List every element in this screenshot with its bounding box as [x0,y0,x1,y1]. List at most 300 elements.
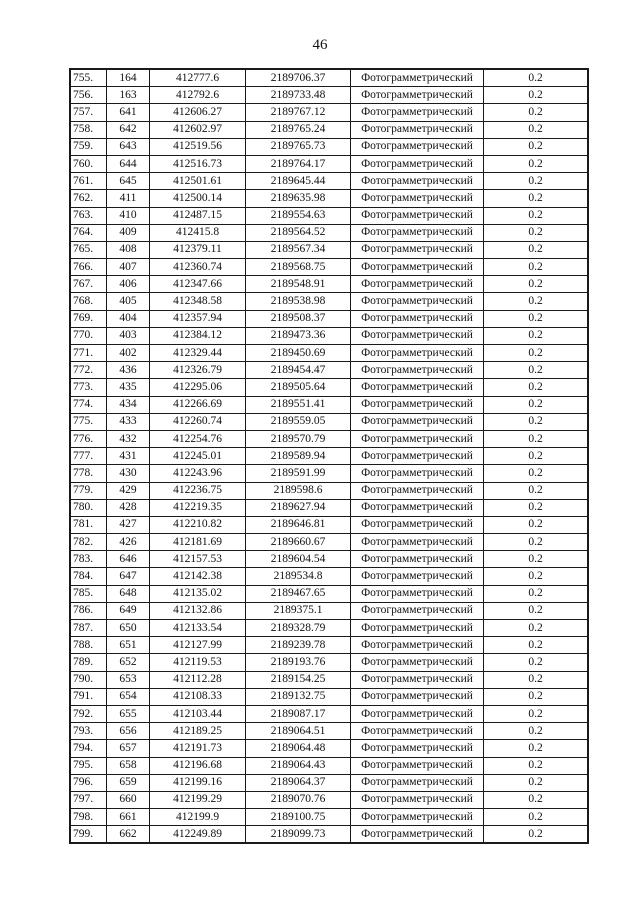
accuracy-cell: 0.2 [484,482,589,499]
method-cell: Фотограмметрический [351,310,484,327]
method-cell: Фотограмметрический [351,826,484,844]
method-cell: Фотограмметрический [351,585,484,602]
method-cell: Фотограмметрический [351,620,484,637]
accuracy-cell: 0.2 [484,155,589,172]
y-coordinate-cell: 2189591.99 [246,465,351,482]
accuracy-cell: 0.2 [484,413,589,430]
table-row [70,276,588,293]
table-row [70,69,588,87]
table-row [70,757,588,774]
point-id-cell: 426 [107,534,150,551]
row-number-cell: 776. [70,430,107,447]
row-number-cell: 756. [70,87,107,104]
accuracy-cell: 0.2 [484,173,589,190]
x-coordinate-cell: 412379.11 [150,241,246,258]
point-id-cell: 403 [107,327,150,344]
row-number-cell: 793. [70,723,107,740]
y-coordinate-cell: 2189064.37 [246,774,351,791]
point-id-cell: 405 [107,293,150,310]
method-cell: Фотограмметрический [351,637,484,654]
accuracy-cell: 0.2 [484,379,589,396]
accuracy-cell: 0.2 [484,430,589,447]
point-id-cell: 659 [107,774,150,791]
point-id-cell: 643 [107,138,150,155]
point-id-cell: 646 [107,551,150,568]
method-cell: Фотограмметрический [351,379,484,396]
accuracy-cell: 0.2 [484,705,589,722]
point-id-cell: 648 [107,585,150,602]
point-id-cell: 652 [107,654,150,671]
point-id-cell: 653 [107,671,150,688]
table-row [70,430,588,447]
table-row [70,224,588,241]
x-coordinate-cell: 412135.02 [150,585,246,602]
point-id-cell: 641 [107,104,150,121]
accuracy-cell: 0.2 [484,757,589,774]
method-cell: Фотограмметрический [351,723,484,740]
x-coordinate-cell: 412384.12 [150,327,246,344]
method-cell: Фотограмметрический [351,791,484,808]
table-row [70,774,588,791]
y-coordinate-cell: 2189706.37 [246,69,351,87]
y-coordinate-cell: 2189375.1 [246,602,351,619]
table-row [70,654,588,671]
point-id-cell: 661 [107,809,150,826]
y-coordinate-cell: 2189604.54 [246,551,351,568]
table-row [70,190,588,207]
accuracy-cell: 0.2 [484,688,589,705]
y-coordinate-cell: 2189099.73 [246,826,351,844]
x-coordinate-cell: 412243.96 [150,465,246,482]
table-row [70,121,588,138]
table-row [70,327,588,344]
x-coordinate-cell: 412792.6 [150,87,246,104]
y-coordinate-cell: 2189767.12 [246,104,351,121]
point-id-cell: 409 [107,224,150,241]
y-coordinate-cell: 2189635.98 [246,190,351,207]
accuracy-cell: 0.2 [484,104,589,121]
x-coordinate-cell: 412329.44 [150,345,246,362]
table-row [70,585,588,602]
method-cell: Фотограмметрический [351,345,484,362]
method-cell: Фотограмметрический [351,534,484,551]
row-number-cell: 761. [70,173,107,190]
y-coordinate-cell: 2189559.05 [246,413,351,430]
point-id-cell: 660 [107,791,150,808]
method-cell: Фотограмметрический [351,173,484,190]
point-id-cell: 434 [107,396,150,413]
accuracy-cell: 0.2 [484,345,589,362]
x-coordinate-cell: 412347.66 [150,276,246,293]
method-cell: Фотограмметрический [351,87,484,104]
table-row [70,809,588,826]
point-id-cell: 406 [107,276,150,293]
accuracy-cell: 0.2 [484,69,589,87]
y-coordinate-cell: 2189154.25 [246,671,351,688]
x-coordinate-cell: 412236.75 [150,482,246,499]
x-coordinate-cell: 412606.27 [150,104,246,121]
row-number-cell: 794. [70,740,107,757]
row-number-cell: 791. [70,688,107,705]
row-number-cell: 784. [70,568,107,585]
y-coordinate-cell: 2189132.75 [246,688,351,705]
x-coordinate-cell: 412199.16 [150,774,246,791]
row-number-cell: 778. [70,465,107,482]
x-coordinate-cell: 412357.94 [150,310,246,327]
accuracy-cell: 0.2 [484,448,589,465]
row-number-cell: 763. [70,207,107,224]
table-row [70,723,588,740]
method-cell: Фотограмметрический [351,448,484,465]
y-coordinate-cell: 2189733.48 [246,87,351,104]
y-coordinate-cell: 2189660.67 [246,534,351,551]
accuracy-cell: 0.2 [484,276,589,293]
y-coordinate-cell: 2189534.8 [246,568,351,585]
accuracy-cell: 0.2 [484,499,589,516]
x-coordinate-cell: 412260.74 [150,413,246,430]
row-number-cell: 798. [70,809,107,826]
table-row [70,310,588,327]
method-cell: Фотограмметрический [351,499,484,516]
method-cell: Фотограмметрический [351,430,484,447]
row-number-cell: 790. [70,671,107,688]
coordinates-table-body [70,69,588,843]
table-row [70,568,588,585]
table-row [70,602,588,619]
accuracy-cell: 0.2 [484,465,589,482]
table-row [70,87,588,104]
accuracy-cell: 0.2 [484,190,589,207]
row-number-cell: 772. [70,362,107,379]
method-cell: Фотограмметрический [351,396,484,413]
method-cell: Фотограмметрический [351,190,484,207]
y-coordinate-cell: 2189064.48 [246,740,351,757]
accuracy-cell: 0.2 [484,534,589,551]
accuracy-cell: 0.2 [484,293,589,310]
y-coordinate-cell: 2189508.37 [246,310,351,327]
point-id-cell: 644 [107,155,150,172]
table-row [70,241,588,258]
point-id-cell: 433 [107,413,150,430]
point-id-cell: 402 [107,345,150,362]
y-coordinate-cell: 2189239.78 [246,637,351,654]
accuracy-cell: 0.2 [484,362,589,379]
table-row [70,499,588,516]
x-coordinate-cell: 412519.56 [150,138,246,155]
method-cell: Фотограмметрический [351,654,484,671]
table-row [70,413,588,430]
x-coordinate-cell: 412245.01 [150,448,246,465]
row-number-cell: 755. [70,69,107,87]
x-coordinate-cell: 412119.53 [150,654,246,671]
method-cell: Фотограмметрический [351,757,484,774]
point-id-cell: 651 [107,637,150,654]
method-cell: Фотограмметрический [351,259,484,276]
row-number-cell: 764. [70,224,107,241]
row-number-cell: 787. [70,620,107,637]
accuracy-cell: 0.2 [484,224,589,241]
row-number-cell: 770. [70,327,107,344]
point-id-cell: 404 [107,310,150,327]
y-coordinate-cell: 2189589.94 [246,448,351,465]
point-id-cell: 432 [107,430,150,447]
table-row [70,534,588,551]
row-number-cell: 759. [70,138,107,155]
x-coordinate-cell: 412360.74 [150,259,246,276]
accuracy-cell: 0.2 [484,654,589,671]
point-id-cell: 656 [107,723,150,740]
y-coordinate-cell: 2189765.24 [246,121,351,138]
y-coordinate-cell: 2189551.41 [246,396,351,413]
y-coordinate-cell: 2189627.94 [246,499,351,516]
accuracy-cell: 0.2 [484,87,589,104]
x-coordinate-cell: 412219.35 [150,499,246,516]
row-number-cell: 777. [70,448,107,465]
table-row [70,620,588,637]
method-cell: Фотограмметрический [351,413,484,430]
point-id-cell: 649 [107,602,150,619]
row-number-cell: 767. [70,276,107,293]
y-coordinate-cell: 2189568.75 [246,259,351,276]
x-coordinate-cell: 412157.53 [150,551,246,568]
table-row [70,448,588,465]
method-cell: Фотограмметрический [351,276,484,293]
x-coordinate-cell: 412132.86 [150,602,246,619]
table-row [70,155,588,172]
x-coordinate-cell: 412777.6 [150,69,246,87]
table-row [70,740,588,757]
x-coordinate-cell: 412266.69 [150,396,246,413]
table-row [70,637,588,654]
accuracy-cell: 0.2 [484,809,589,826]
x-coordinate-cell: 412133.54 [150,620,246,637]
method-cell: Фотограмметрический [351,688,484,705]
method-cell: Фотограмметрический [351,551,484,568]
x-coordinate-cell: 412103.44 [150,705,246,722]
accuracy-cell: 0.2 [484,774,589,791]
coordinates-table [69,68,589,844]
point-id-cell: 435 [107,379,150,396]
y-coordinate-cell: 2189567.34 [246,241,351,258]
method-cell: Фотограмметрический [351,516,484,533]
table-row [70,705,588,722]
accuracy-cell: 0.2 [484,121,589,138]
row-number-cell: 795. [70,757,107,774]
row-number-cell: 766. [70,259,107,276]
y-coordinate-cell: 2189070.76 [246,791,351,808]
table-row [70,465,588,482]
x-coordinate-cell: 412196.68 [150,757,246,774]
accuracy-cell: 0.2 [484,791,589,808]
accuracy-cell: 0.2 [484,207,589,224]
point-id-cell: 650 [107,620,150,637]
accuracy-cell: 0.2 [484,310,589,327]
table-row [70,104,588,121]
table-row [70,259,588,276]
point-id-cell: 645 [107,173,150,190]
method-cell: Фотограмметрический [351,121,484,138]
point-id-cell: 642 [107,121,150,138]
row-number-cell: 796. [70,774,107,791]
accuracy-cell: 0.2 [484,138,589,155]
point-id-cell: 411 [107,190,150,207]
y-coordinate-cell: 2189328.79 [246,620,351,637]
point-id-cell: 647 [107,568,150,585]
method-cell: Фотограмметрический [351,705,484,722]
accuracy-cell: 0.2 [484,671,589,688]
method-cell: Фотограмметрический [351,362,484,379]
y-coordinate-cell: 2189564.52 [246,224,351,241]
table-row [70,207,588,224]
page-number: 46 [312,37,328,53]
table-row [70,345,588,362]
x-coordinate-cell: 412254.76 [150,430,246,447]
y-coordinate-cell: 2189598.6 [246,482,351,499]
row-number-cell: 780. [70,499,107,516]
table-row [70,173,588,190]
table-row [70,482,588,499]
row-number-cell: 788. [70,637,107,654]
point-id-cell: 427 [107,516,150,533]
y-coordinate-cell: 2189064.51 [246,723,351,740]
point-id-cell: 407 [107,259,150,276]
accuracy-cell: 0.2 [484,327,589,344]
table-row [70,688,588,705]
y-coordinate-cell: 2189548.91 [246,276,351,293]
y-coordinate-cell: 2189765.73 [246,138,351,155]
table-row [70,396,588,413]
accuracy-cell: 0.2 [484,259,589,276]
x-coordinate-cell: 412602.97 [150,121,246,138]
y-coordinate-cell: 2189505.64 [246,379,351,396]
row-number-cell: 792. [70,705,107,722]
y-coordinate-cell: 2189193.76 [246,654,351,671]
method-cell: Фотограмметрический [351,224,484,241]
row-number-cell: 773. [70,379,107,396]
row-number-cell: 775. [70,413,107,430]
method-cell: Фотограмметрический [351,138,484,155]
table-row [70,362,588,379]
row-number-cell: 781. [70,516,107,533]
method-cell: Фотограмметрический [351,241,484,258]
method-cell: Фотограмметрический [351,482,484,499]
x-coordinate-cell: 412295.06 [150,379,246,396]
accuracy-cell: 0.2 [484,740,589,757]
x-coordinate-cell: 412189.25 [150,723,246,740]
y-coordinate-cell: 2189454.47 [246,362,351,379]
y-coordinate-cell: 2189473.36 [246,327,351,344]
x-coordinate-cell: 412181.69 [150,534,246,551]
row-number-cell: 799. [70,826,107,844]
y-coordinate-cell: 2189100.75 [246,809,351,826]
point-id-cell: 410 [107,207,150,224]
x-coordinate-cell: 412210.82 [150,516,246,533]
method-cell: Фотограмметрический [351,293,484,310]
y-coordinate-cell: 2189467.65 [246,585,351,602]
accuracy-cell: 0.2 [484,568,589,585]
accuracy-cell: 0.2 [484,585,589,602]
y-coordinate-cell: 2189645.44 [246,173,351,190]
row-number-cell: 771. [70,345,107,362]
x-coordinate-cell: 412326.79 [150,362,246,379]
point-id-cell: 431 [107,448,150,465]
row-number-cell: 774. [70,396,107,413]
row-number-cell: 785. [70,585,107,602]
row-number-cell: 786. [70,602,107,619]
method-cell: Фотограмметрический [351,809,484,826]
method-cell: Фотограмметрический [351,207,484,224]
row-number-cell: 758. [70,121,107,138]
method-cell: Фотограмметрический [351,568,484,585]
table-row [70,293,588,310]
x-coordinate-cell: 412199.29 [150,791,246,808]
method-cell: Фотограмметрический [351,327,484,344]
accuracy-cell: 0.2 [484,620,589,637]
table-row [70,551,588,568]
x-coordinate-cell: 412127.99 [150,637,246,654]
point-id-cell: 655 [107,705,150,722]
table-row [70,826,588,844]
row-number-cell: 797. [70,791,107,808]
point-id-cell: 428 [107,499,150,516]
point-id-cell: 164 [107,69,150,87]
row-number-cell: 779. [70,482,107,499]
y-coordinate-cell: 2189087.17 [246,705,351,722]
x-coordinate-cell: 412191.73 [150,740,246,757]
table-row [70,516,588,533]
accuracy-cell: 0.2 [484,637,589,654]
method-cell: Фотограмметрический [351,740,484,757]
method-cell: Фотограмметрический [351,671,484,688]
row-number-cell: 762. [70,190,107,207]
row-number-cell: 769. [70,310,107,327]
row-number-cell: 765. [70,241,107,258]
point-id-cell: 657 [107,740,150,757]
row-number-cell: 783. [70,551,107,568]
y-coordinate-cell: 2189538.98 [246,293,351,310]
table-row [70,138,588,155]
point-id-cell: 163 [107,87,150,104]
point-id-cell: 408 [107,241,150,258]
row-number-cell: 757. [70,104,107,121]
point-id-cell: 658 [107,757,150,774]
accuracy-cell: 0.2 [484,723,589,740]
method-cell: Фотограмметрический [351,104,484,121]
x-coordinate-cell: 412516.73 [150,155,246,172]
method-cell: Фотограмметрический [351,774,484,791]
method-cell: Фотограмметрический [351,69,484,87]
x-coordinate-cell: 412112.28 [150,671,246,688]
table-row [70,671,588,688]
row-number-cell: 768. [70,293,107,310]
method-cell: Фотограмметрический [351,155,484,172]
accuracy-cell: 0.2 [484,396,589,413]
x-coordinate-cell: 412199.9 [150,809,246,826]
row-number-cell: 760. [70,155,107,172]
x-coordinate-cell: 412500.14 [150,190,246,207]
x-coordinate-cell: 412108.33 [150,688,246,705]
y-coordinate-cell: 2189554.63 [246,207,351,224]
accuracy-cell: 0.2 [484,516,589,533]
row-number-cell: 789. [70,654,107,671]
y-coordinate-cell: 2189764.17 [246,155,351,172]
point-id-cell: 430 [107,465,150,482]
point-id-cell: 436 [107,362,150,379]
x-coordinate-cell: 412142.38 [150,568,246,585]
x-coordinate-cell: 412249.89 [150,826,246,844]
x-coordinate-cell: 412501.61 [150,173,246,190]
point-id-cell: 662 [107,826,150,844]
